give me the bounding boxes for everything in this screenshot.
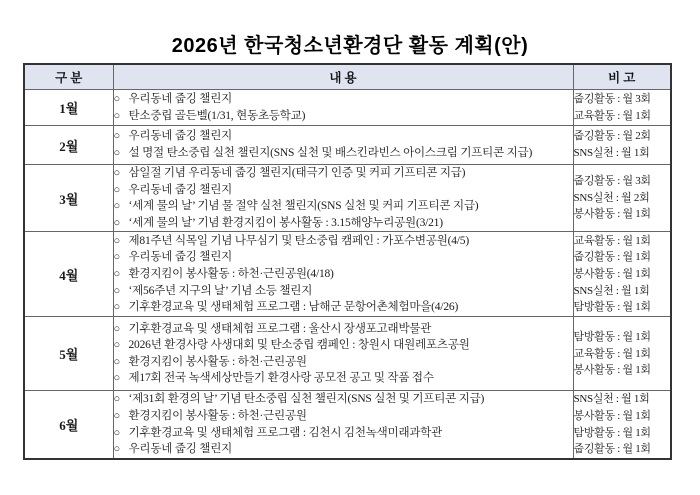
page-title: 2026년 한국청소년환경단 활동 계획(안): [171, 35, 529, 57]
remark-line: 탐방활동 : 월 1회: [573, 426, 651, 439]
remarks-cell: [573, 90, 671, 126]
remarks-cell: [573, 317, 671, 391]
activity-item: [114, 266, 573, 283]
month-cell: 3월: [24, 165, 113, 232]
table-row-april: [24, 232, 671, 317]
circle-bullet-icon: ○: [113, 251, 120, 264]
content-cell: [113, 391, 573, 459]
circle-bullet-icon: ○: [113, 130, 120, 143]
column-header-category: 구 분: [24, 64, 113, 90]
activity-text: 우리동네 줍깅 챌린지: [128, 251, 233, 264]
circle-bullet-icon: ○: [113, 234, 120, 247]
circle-bullet-icon: ○: [113, 167, 120, 179]
activity-text: 설 명절 탄소중립 실천 챌린지(SNS 실천 및 배스킨라빈스 아이스크림 기프티콘 지급): [128, 147, 533, 159]
activity-text: 우리동네 줍깅 챌린지: [128, 183, 233, 196]
content-cell: [113, 317, 573, 391]
circle-bullet-icon: ○: [113, 355, 120, 368]
activity-text: 제81주년 식목일 기념 나무심기 및 탄소중립 캠페인 : 가포수변공원(4/5): [128, 234, 469, 247]
activity-text: ‘세계 물의 날’ 기념 환경지킴이 봉사활동 : 3.15해양누리공원(3/21): [128, 216, 443, 229]
activity-item: [114, 337, 573, 354]
table-row-february: [24, 126, 671, 165]
activity-plan-table: [23, 63, 672, 460]
activity-text: 삼일절 기념 우리동네 줍깅 챌린지(태극기 인증 및 커피 기프티콘 지급): [128, 167, 466, 179]
activity-text: 기후환경교육 및 생태체험 프로그램 : 울산시 장생포고래박물관: [128, 322, 432, 335]
circle-bullet-icon: ○: [113, 393, 120, 406]
table-row-january: [24, 90, 671, 126]
content-cell: [113, 165, 573, 232]
activity-item: [114, 408, 573, 425]
month-cell: 1월: [24, 90, 113, 126]
content-cell: [113, 90, 573, 126]
activity-text: 환경지킴이 봉사활동 : 하천·근린공원: [128, 409, 307, 422]
remark-line: 줍깅활동 : 월 3회: [573, 175, 651, 188]
circle-bullet-icon: ○: [113, 147, 120, 159]
activity-item: [114, 249, 573, 266]
circle-bullet-icon: ○: [113, 443, 120, 456]
month-cell: 2월: [24, 126, 113, 165]
circle-bullet-icon: ○: [113, 301, 120, 314]
circle-bullet-icon: ○: [113, 322, 120, 335]
circle-bullet-icon: ○: [113, 183, 120, 196]
circle-bullet-icon: ○: [113, 339, 120, 352]
table-row-may: [24, 317, 671, 391]
activity-item: [114, 145, 573, 162]
remark-line: 봉사활동 : 월 1회: [573, 409, 651, 422]
remark-line: 탐방활동 : 월 1회: [573, 301, 651, 314]
activity-item: [114, 215, 573, 232]
activity-text: 우리동네 줍깅 챌린지: [128, 443, 233, 456]
circle-bullet-icon: ○: [113, 92, 120, 105]
activity-text: ‘세계 물의 날’ 기념 물 절약 실천 챌린지(SNS 실천 및 커피 기프티콘 지급): [128, 200, 479, 213]
activity-text: 탄소중립 골든벨(1/31, 현동초등학교): [128, 109, 306, 122]
remark-line: 줍깅활동 : 월 3회: [573, 92, 651, 105]
column-header-remarks: 비 고: [573, 64, 671, 90]
circle-bullet-icon: ○: [113, 200, 120, 213]
circle-bullet-icon: ○: [113, 109, 120, 122]
content-cell: [113, 126, 573, 165]
remark-line: 탐방활동 : 월 1회: [573, 330, 651, 343]
column-header-content: 내 용: [113, 64, 573, 90]
activity-text: 제17회 전국 녹색세상만들기 환경사랑 공모전 공고 및 작품 접수: [128, 372, 434, 385]
activity-item: [114, 108, 573, 125]
content-cell: [113, 232, 573, 317]
activity-item: [114, 283, 573, 300]
remark-line: SNS실천 : 월 1회: [573, 393, 650, 406]
activity-text: ‘제31회 환경의 날’ 기념 탄소중립 실천 챌린지(SNS 실천 및 기프티콘 지급): [128, 393, 485, 406]
circle-bullet-icon: ○: [113, 284, 120, 297]
remark-line: 교육활동 : 월 1회: [573, 347, 651, 360]
activity-item: [114, 321, 573, 338]
circle-bullet-icon: ○: [113, 372, 120, 385]
month-cell: 6월: [24, 391, 113, 459]
remark-line: SNS실천 : 월 2회: [573, 191, 650, 204]
remarks-cell: [573, 391, 671, 459]
month-cell: 4월: [24, 232, 113, 317]
remarks-cell: [573, 126, 671, 165]
activity-item: [114, 165, 573, 182]
remark-line: 봉사활동 : 월 1회: [573, 268, 651, 281]
remark-line: 줍깅활동 : 월 1회: [573, 443, 651, 456]
remarks-cell: [573, 165, 671, 232]
activity-item: [114, 128, 573, 145]
activity-text: 우리동네 줍깅 챌린지: [128, 92, 233, 105]
activity-item: [114, 299, 573, 316]
table-header-row: [24, 64, 671, 90]
activity-item: [114, 91, 573, 108]
remark-line: 교육활동 : 월 1회: [573, 109, 651, 122]
circle-bullet-icon: ○: [113, 409, 120, 422]
table-row-june: [24, 391, 671, 459]
activity-item: [114, 233, 573, 250]
activity-text: 우리동네 줍깅 챌린지: [128, 130, 233, 143]
activity-item: [114, 441, 573, 458]
activity-text: 기후환경교육 및 생태체험 프로그램 : 남해군 문항어촌체험마을(4/26): [128, 301, 459, 314]
activity-item: [114, 354, 573, 371]
remark-line: 줍깅활동 : 월 2회: [573, 130, 651, 143]
circle-bullet-icon: ○: [113, 216, 120, 229]
table-row-march: [24, 165, 671, 232]
activity-item: [114, 425, 573, 442]
circle-bullet-icon: ○: [113, 268, 120, 281]
circle-bullet-icon: ○: [113, 426, 120, 439]
activity-item: [114, 391, 573, 408]
activity-text: 환경지킴이 봉사활동 : 하천·근린공원(4/18): [128, 268, 334, 281]
activity-item: [114, 182, 573, 199]
activity-item: [114, 198, 573, 215]
activity-item: [114, 370, 573, 387]
remark-line: SNS실천 : 월 1회: [573, 284, 650, 297]
activity-text: 2026년 환경사랑 사생대회 및 탄소중립 캠페인 : 창원시 대원레포츠공원: [128, 339, 470, 352]
remark-line: 교육활동 : 월 1회: [573, 234, 651, 247]
activity-text: ‘제56주년 지구의 날’ 기념 소등 챌린지: [128, 284, 313, 297]
month-cell: 5월: [24, 317, 113, 391]
remark-line: SNS실천 : 월 1회: [573, 147, 650, 159]
remark-line: 봉사활동 : 월 1회: [573, 364, 651, 377]
activity-text: 환경지킴이 봉사활동 : 하천·근린공원: [128, 355, 307, 368]
remark-line: 줍깅활동 : 월 1회: [573, 251, 651, 264]
remarks-cell: [573, 232, 671, 317]
activity-text: 기후환경교육 및 생태체험 프로그램 : 김천시 김천녹색미래과학관: [128, 426, 443, 439]
remark-line: 봉사활동 : 월 1회: [573, 208, 651, 221]
